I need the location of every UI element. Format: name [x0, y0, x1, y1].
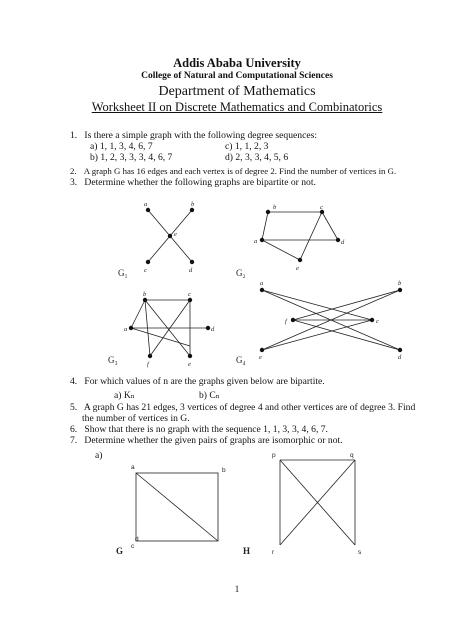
g4-label-c: c: [376, 318, 379, 325]
g1-label-a: a: [144, 201, 148, 208]
question-number: 6.: [70, 424, 78, 435]
question-number: 7.: [70, 435, 78, 446]
department-title: Department of Mathematics: [158, 84, 316, 99]
question-5-continued: the number of vertices in G.: [82, 413, 190, 424]
g2-vertex-e: [298, 258, 302, 262]
graph-g-iso-edges: [136, 473, 218, 541]
g4-label-b: b: [398, 280, 402, 287]
g3-label-d: d: [211, 326, 215, 333]
g3-label-a: a: [124, 326, 128, 333]
question-text: Show that there is no graph with the sequence 1, 1, 3, 3, 4, 6, 7.: [84, 424, 328, 435]
g3-label-b: b: [143, 291, 147, 298]
g2-vertex-a: [260, 238, 264, 242]
q4-option-a: a) Kₙ: [114, 390, 135, 401]
g2-label-a: a: [254, 238, 258, 245]
g3-vertex-e: [188, 354, 192, 358]
question-text: Is there a simple graph with the following degree sequences:: [84, 130, 317, 141]
q1-option-c: c) 1, 1, 2, 3: [225, 141, 269, 152]
g3-vertex-c: [188, 298, 192, 302]
g4-vertex-f: [291, 318, 295, 322]
question-number: 5.: [70, 402, 78, 413]
graph-g2-edges: [262, 212, 338, 260]
h-iso-label-s: s: [358, 549, 362, 556]
question-text: A graph G has 21 edges, 3 vertices of degree 4 and other vertices are of degree 3. Find: [83, 402, 416, 413]
g3-vertex-b: [143, 298, 147, 302]
g4-label-a: a: [260, 280, 264, 287]
page-number: 1: [234, 584, 240, 594]
h-iso-label-r: r: [272, 549, 275, 556]
graph-h-iso-edges: [280, 460, 355, 545]
question-text: Determine whether the following graphs are bipartite or not.: [84, 177, 316, 188]
g1-vertex-b: [190, 208, 194, 212]
question-text: Determine whether the given pairs of graphs are isomorphic or not.: [84, 435, 343, 446]
g4-vertex-e: [260, 348, 264, 352]
university-title: Addis Ababa University: [173, 56, 301, 70]
g1-label-b: b: [191, 201, 195, 208]
h-iso-label-q: q: [350, 452, 354, 459]
g2-vertex-b: [266, 210, 270, 214]
g3-name: G₃: [108, 355, 118, 365]
g-iso-label-a: a: [131, 464, 135, 471]
question-text: A graph G has 16 edges and each vertex is of degree 2. Find the number of vertices in G.: [83, 166, 397, 176]
q7-part-a: a): [95, 450, 103, 461]
g4-vertex-a: [260, 288, 264, 292]
g4-label-f: f: [285, 318, 287, 325]
q1-option-d: d) 2, 3, 3, 4, 5, 6: [225, 152, 289, 163]
g2-name: G₂: [236, 268, 246, 278]
g1-label-c: c: [144, 267, 147, 274]
g4-name: G₄: [236, 355, 246, 365]
g1-vertex-a: [146, 208, 150, 212]
question-number: 1.: [70, 130, 78, 141]
g1-vertex-e: [168, 234, 172, 238]
g3-vertex-a: [129, 326, 133, 330]
g2-label-b: b: [273, 204, 277, 211]
q1-option-b: b) 1, 2, 3, 3, 3, 4, 6, 7: [90, 152, 173, 163]
g1-label-e: e: [174, 231, 177, 238]
g1-vertex-c: [146, 260, 150, 264]
g4-label-d: d: [398, 354, 402, 361]
g2-vertex-d: [336, 238, 340, 242]
q1-option-a: a) 1, 1, 3, 4, 6, 7: [90, 141, 153, 152]
g1-vertex-d: [190, 260, 194, 264]
g4-vertex-d: [398, 348, 402, 352]
graph-g3-edges: [131, 300, 208, 356]
h-iso-name: H: [243, 546, 251, 556]
g1-name: G₁: [118, 268, 128, 278]
worksheet-title: Worksheet II on Discrete Mathematics and Combinatorics: [91, 100, 383, 114]
question-number: 4.: [70, 376, 78, 387]
graph-g4-edges: [262, 290, 400, 350]
g-iso-label-b: b: [222, 467, 226, 474]
g2-label-e: e: [296, 265, 299, 272]
question-number: 3.: [70, 177, 78, 188]
college-title: College of Natural and Computational Sciences: [141, 71, 333, 81]
g4-vertex-b: [398, 288, 402, 292]
g-iso-label-d: d: [135, 536, 139, 543]
g1-label-d: d: [189, 267, 193, 274]
g4-vertex-c: [370, 318, 374, 322]
g3-label-f: f: [147, 361, 149, 368]
g3-label-c: c: [188, 291, 191, 298]
g2-label-d: d: [341, 239, 345, 246]
h-iso-label-p: p: [272, 452, 276, 459]
q4-option-b: b) Cₙ: [199, 390, 220, 401]
g2-label-c: c: [320, 204, 323, 211]
g3-label-e: e: [188, 361, 191, 368]
g3-vertex-d: [206, 326, 210, 330]
g-iso-name: G: [116, 546, 124, 556]
g-iso-label-c: c: [131, 543, 135, 550]
g4-label-e: e: [259, 354, 262, 361]
question-text: For which values of n are the graphs given below are bipartite.: [84, 376, 325, 387]
g3-vertex-f: [148, 354, 152, 358]
question-number: 2.: [70, 166, 77, 176]
